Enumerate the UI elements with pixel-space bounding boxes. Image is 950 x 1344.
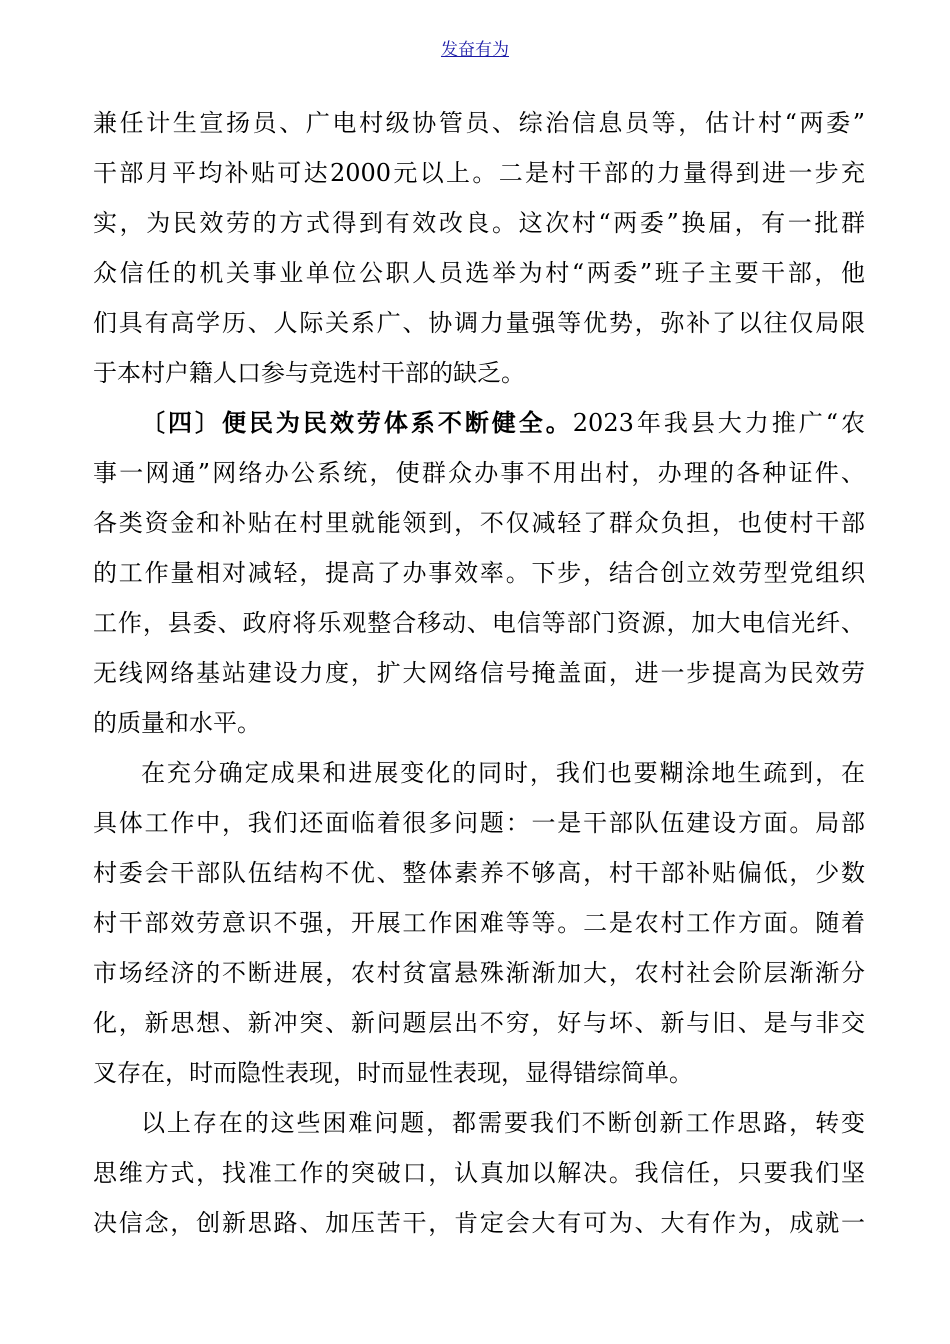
page-header-title[interactable]: 发奋有为 <box>441 40 509 60</box>
section-heading-line <box>93 398 865 448</box>
text-line: 市场经济的不断进展，农村贫富悬殊渐渐加大，农村社会阶层渐渐分 <box>93 959 865 987</box>
text-line: 工作，县委、政府将乐观整合移动、电信等部门资源，加大电信光纤、 <box>93 609 865 637</box>
text-line: 们具有高学历、人际关系广、协调力量强等优势，弥补了以往仅局限 <box>93 309 865 337</box>
text-line: 各类资金和补贴在村里就能领到，不仅减轻了群众负担，也使村干部 <box>93 509 865 537</box>
section-heading: 〔四〕便民为民效劳体系不断健全。 <box>141 408 573 437</box>
text-line: 决信念，创新思路、加压苦干，肯定会大有可为、大有作为，成就一 <box>93 1209 865 1237</box>
text-line: 的质量和水平。 <box>93 709 261 737</box>
text-line: 村干部效劳意识不强，开展工作困难等等。二是农村工作方面。随着 <box>93 909 865 937</box>
text-line: 叉存在，时而隐性表现，时而显性表现，显得错综简单。 <box>93 1059 693 1087</box>
text-line: 众信任的机关事业单位公职人员选举为村“两委”班子主要干部，他 <box>93 259 865 287</box>
text-line: 实，为民效劳的方式得到有效改良。这次村“两委”换届，有一批群 <box>93 209 865 237</box>
text-line: 干部月平均补贴可达2000元以上。二是村干部的力量得到进一步充 <box>93 159 865 187</box>
text-line: 村委会干部队伍结构不优、整体素养不够高，村干部补贴偏低，少数 <box>93 859 865 887</box>
text-line: 无线网络基站建设力度，扩大网络信号掩盖面，进一步提高为民效劳 <box>93 659 865 687</box>
text-line: 化，新思想、新冲突、新问题层出不穷，好与坏、新与旧、是与非交 <box>93 1009 865 1037</box>
text-line: 的工作量相对减轻，提高了办事效率。下步，结合创立效劳型党组织 <box>93 559 865 587</box>
text-line: 于本村户籍人口参与竞选村干部的缺乏。 <box>93 359 525 387</box>
text-line: 事一网通”网络办公系统，使群众办事不用出村，办理的各种证件、 <box>93 459 865 487</box>
text-line: 以上存在的这些困难问题，都需要我们不断创新工作思路，转变 <box>141 1109 865 1137</box>
document-body <box>93 98 865 1248</box>
text-line: 具体工作中，我们还面临着很多问题：一是干部队伍建设方面。局部 <box>93 809 865 837</box>
text-line: 思维方式，找准工作的突破口，认真加以解决。我信任，只要我们坚 <box>93 1159 865 1187</box>
text-line: 在充分确定成果和进展变化的同时，我们也要糊涂地生疏到，在 <box>141 759 865 787</box>
section-heading-continuation: 2023年我县大力推广“农 <box>572 409 865 437</box>
text-line: 兼任计生宣扬员、广电村级协管员、综治信息员等，估计村“两委” <box>93 109 865 137</box>
